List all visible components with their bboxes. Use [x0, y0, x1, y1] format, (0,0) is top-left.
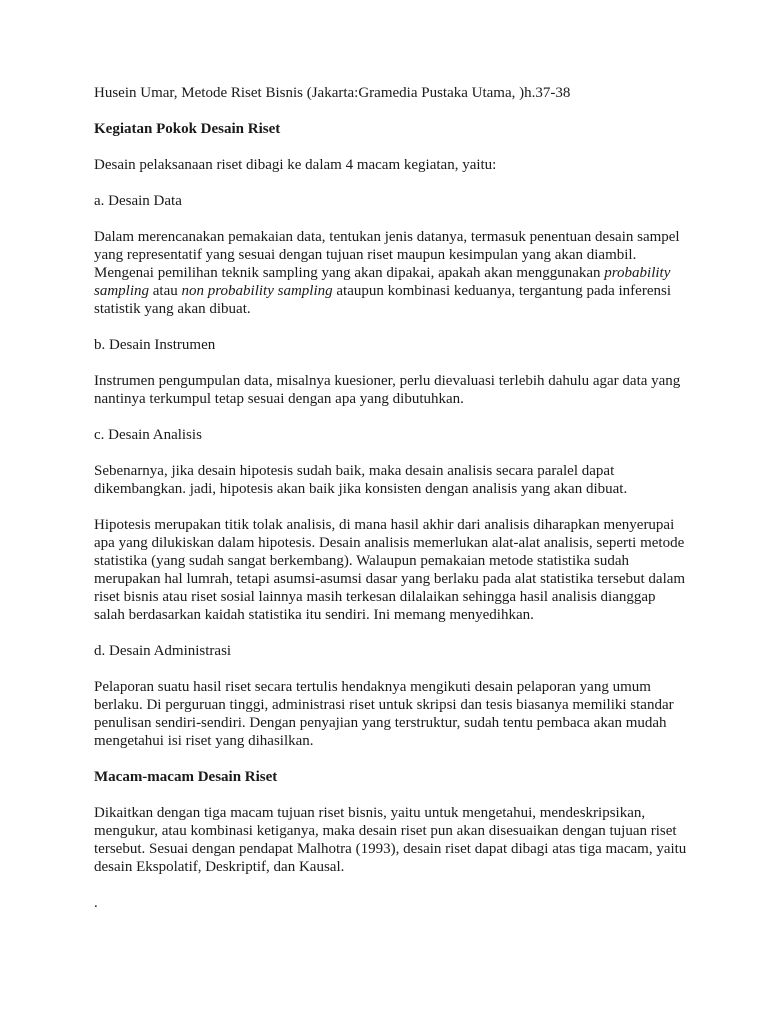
section-c-title: c. Desain Analisis — [94, 427, 202, 443]
section-c-paragraph-2: Hipotesis merupakan titik tolak analisis, di mana hasil akhir dari analisis diharapkan menyerupai apa yang dilukiskan dalam hipotesis. Desain analisis memerlukan alat-alat analisis, seperti metode statistika (yang sudah sangat berkembang). Walaupun pemakaian metode statistika sudah merupakan hal lumrah, tetapi asumsi-asumsi dasar yang berlaku pada alat statistika tersebut dalam riset bisnis atau riset sosial lainnya masih terkesan dilalaikan sehingga hasil analisis dianggap salah berdasarkan kaidah statistika itu sendiri. Ini memang menyedihkan. — [94, 517, 686, 623]
heading-macam-desain: Macam-macam Desain Riset — [94, 769, 278, 785]
section-a-text-2: atau — [149, 283, 182, 299]
macam-paragraph: Dikaitkan dengan tiga macam tujuan riset bisnis, yaitu untuk mengetahui, mendeskripsikan, mengukur, atau kombinasi ketiganya, maka desain riset pun akan disesuaikan dengan tujuan riset tersebut. Sesuai dengan pendapat Malhotra (1993), desain riset dapat dibagi atas tiga macam, yaitu desain Ekspolatif, Deskriptif, dan Kausal. — [94, 805, 687, 875]
section-d-paragraph: Pelaporan suatu hasil riset secara tertulis hendaknya mengikuti desain pelaporan yang umum berlaku. Di perguruan tinggi, administrasi riset untuk skripsi dan tesis biasanya memiliki standar penulisan sendiri-sendiri. Dengan penyajian yang terstruktur, sudah tentu pembaca akan mudah mengetahui isi riset yang dihasilkan. — [94, 679, 674, 749]
section-d-title: d. Desain Administrasi — [94, 643, 232, 659]
section-a-text-3: ataupun kombinasi keduanya, tergantung pada inferensi statistik yang akan dibuat. — [94, 283, 671, 317]
section-a-title: a. Desain Data — [94, 193, 182, 209]
trailing-dot: . — [94, 895, 98, 911]
intro-paragraph: Desain pelaksanaan riset dibagi ke dalam 4 macam kegiatan, yaitu: — [94, 157, 497, 173]
section-b-title: b. Desain Instrumen — [94, 337, 216, 353]
section-a-italic-non-probability: non probability sampling — [181, 283, 333, 299]
section-a-text-1: Dalam merencanakan pemakaian data, tentukan jenis datanya, termasuk penentuan desain sampel yang representatif yang sesuai dengan tujuan riset maupun kesimpulan yang akan diambil. Mengenai pemilihan teknik sampling yang akan dipakai, apakah akan menggunakan — [94, 229, 680, 281]
section-b-paragraph: Instrumen pengumpulan data, misalnya kuesioner, perlu dievaluasi terlebih dahulu agar data yang nantinya terkumpul tetap sesuai dengan apa yang dibutuhkan. — [94, 373, 681, 407]
section-a-paragraph — [94, 228, 688, 318]
heading-kegiatan-pokok: Kegiatan Pokok Desain Riset — [94, 121, 281, 137]
citation-line: Husein Umar, Metode Riset Bisnis (Jakarta:Gramedia Pustaka Utama, )h.37-38 — [94, 85, 571, 101]
section-a-italic-probability: probability sampling — [94, 265, 671, 299]
section-c-paragraph-1: Sebenarnya, jika desain hipotesis sudah baik, maka desain analisis secara paralel dapat dikembangkan. jadi, hipotesis akan baik jika konsisten dengan analisis yang akan dibuat. — [94, 463, 628, 497]
